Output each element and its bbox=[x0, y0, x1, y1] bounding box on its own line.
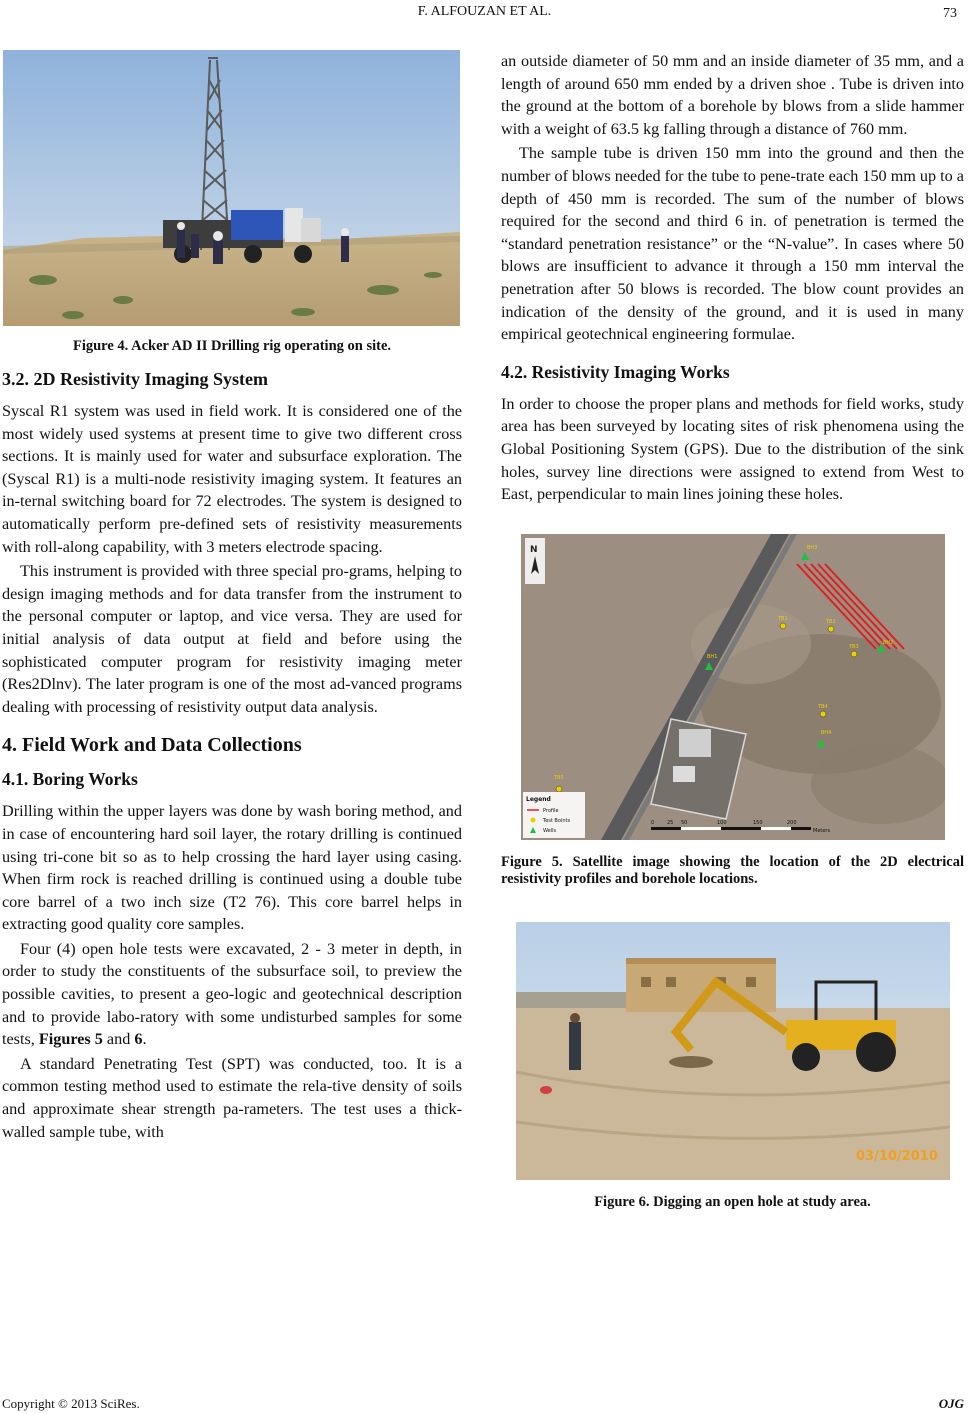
section-3-2-title: 3.2. 2D Resistivity Imaging System bbox=[2, 369, 268, 389]
map-label-tb3: TB3 bbox=[849, 643, 859, 650]
figure-4-photo bbox=[3, 50, 460, 326]
map-label-tb5: TB5 bbox=[554, 774, 564, 781]
drilling-rig-photo bbox=[3, 50, 460, 326]
map-label-bh2: BH2 bbox=[883, 639, 894, 646]
map-label-bh1: BH1 bbox=[707, 653, 718, 660]
right-paragraph-1: an outside diameter of 50 mm and an inside diameter of 35 mm, and a length of around 650 mm ended by a driven shoe . Tube is driven into the ground at the bottom of a borehole by blows from a slide hammer with a weight of 63.5 kg falling through a distance of 760 mm. bbox=[501, 52, 964, 138]
legend-item-test-points: Test Boints bbox=[543, 817, 571, 824]
scale-unit: Meters bbox=[813, 827, 831, 834]
section-3-2-paragraph-2: This instrument is provided with three special pro-grams, helping to design imaging methods and for data transfer from the instrument to the personal computer or laptop, and vice versa. They are used for initial analysis of data output at field and before using the sophisticated computer program for resistivity imaging meter (Res2Dlnv). The later program is one of the most ad-vanced programs dealing with processing of resistivity output data analysis. bbox=[2, 562, 462, 716]
section-4-2-paragraph-1: In order to choose the proper plans and methods for field works, study area has been surveyed by locating sites of risk phenomena using the Global Positioning System (GPS). Due to the distribution of the sink holes, survey line directions were assigned to extend from West to East, perpendicular to main lines joining these holes. bbox=[501, 394, 964, 504]
conjunction: and bbox=[102, 1030, 135, 1049]
map-label-bh4: BH4 bbox=[821, 729, 832, 736]
map-label-tb1: TB1 bbox=[778, 615, 788, 622]
scale-tick: 200 bbox=[787, 819, 797, 826]
figure-4-caption: Figure 4. Acker AD II Drilling rig operating on site. bbox=[72, 338, 392, 354]
legend-item-wells: Wells bbox=[543, 827, 557, 834]
map-label-tb2: TB2 bbox=[826, 618, 836, 625]
running-header-authors: F. ALFOUZAN ET AL. bbox=[417, 4, 552, 19]
copyright-notice: Copyright © 2013 SciRes. bbox=[2, 1396, 140, 1411]
north-arrow-label: N bbox=[530, 544, 538, 555]
figure-6-reference[interactable]: 6 bbox=[134, 1030, 143, 1049]
figure-5-reference[interactable]: Figures 5 bbox=[38, 1030, 103, 1049]
figure-6-photo bbox=[516, 922, 950, 1180]
photo-date-stamp: 03/10/2010 bbox=[856, 1148, 938, 1164]
scale-tick: 25 bbox=[667, 819, 674, 826]
journal-abbreviation: OJG bbox=[938, 1396, 964, 1411]
scale-tick: 50 bbox=[681, 819, 688, 826]
section-4-1-title: 4.1. Boring Works bbox=[2, 769, 138, 790]
section-4-1-paragraph-3: A standard Penetrating Test (SPT) was conducted, too. It is a common testing method used to estimate the rela-tive density of soils and approximate shear strength pa-rameters. The test uses a thick-walled sample tube, with bbox=[2, 1054, 462, 1141]
right-paragraph-2: The sample tube is driven 150 mm into the ground and then the number of blows needed for the tube to pene-trate each 150 mm up to a depth of 450 mm is recorded. The sum of the number of blows required for the second and third 6 in. of penetration is termed the “standard penetration resistance” or the “N-value”. In cases where 50 blows are insufficient to advance it through a 150 mm interval the penetration after 50 blows is recorded. The blow count provides an indication of the density of the ground, and it is used in many empirical geotechnical engineering formulae. bbox=[501, 144, 964, 344]
section-4-title: 4. Field Work and Data Collections bbox=[2, 734, 302, 757]
right-column bbox=[501, 50, 964, 1211]
scale-tick: 100 bbox=[717, 819, 727, 826]
page-footer bbox=[2, 1396, 964, 1412]
map-label-bh3: BH3 bbox=[807, 544, 818, 551]
page-number: 73 bbox=[943, 6, 957, 21]
map-label-tb4: TB4 bbox=[818, 703, 828, 710]
section-4-2-title: 4.2. Resistivity Imaging Works bbox=[501, 361, 730, 382]
period: . bbox=[142, 1030, 147, 1049]
legend-title: Legend bbox=[526, 795, 551, 803]
map-legend bbox=[523, 792, 585, 838]
figure-5-satellite-map bbox=[521, 534, 945, 840]
satellite-image bbox=[521, 534, 945, 840]
section-3-2-paragraph-1: Syscal R1 system was used in field work. It is considered one of the most widely used systems at present time to give two different cross sections. It is mainly used for water and subsurface exploration. The (Syscal R1) is a multi-node resistivity imaging system. It features an in-ternal switching board for 72 electrodes. The system is designed to automatically perform pre-defined sets of resistivity measurements with roll-along capability, with 3 meters electrode spacing. bbox=[2, 402, 462, 556]
figure-5-caption: Figure 5. Satellite image showing the location of the 2D electrical resistivity profiles and borehole locations. bbox=[501, 853, 964, 887]
figure-6-caption: Figure 6. Digging an open hole at study area. bbox=[594, 1193, 871, 1210]
digging-photo bbox=[516, 922, 950, 1180]
paragraph-text: Four (4) open hole tests were excavated, 2 - 3 meter in depth, in order to study the constituents of the subsurface soil, to preview the possible cavities, to present a geo-logic and geotechnical description and to provide labo-ratory with some undisturbed samples for some tests, bbox=[2, 939, 462, 1049]
legend-item-profile: Profile bbox=[543, 807, 559, 814]
left-column bbox=[2, 50, 462, 1143]
scale-tick: 0 bbox=[651, 819, 655, 826]
scale-tick: 150 bbox=[753, 819, 763, 826]
section-4-1-paragraph-1: Drilling within the upper layers was done by wash boring method, and in case of encountering hard soil layer, the rotary drilling is continued using tri-cone bit so as to help crossing the hard layer using casing. When firm rock is reached drilling is continued using a double tube core barrel of a two inch size (T2 76). This core barrel helps in extracting good quality core samples. bbox=[2, 802, 462, 934]
section-4-1-paragraph-2 bbox=[2, 938, 462, 1051]
